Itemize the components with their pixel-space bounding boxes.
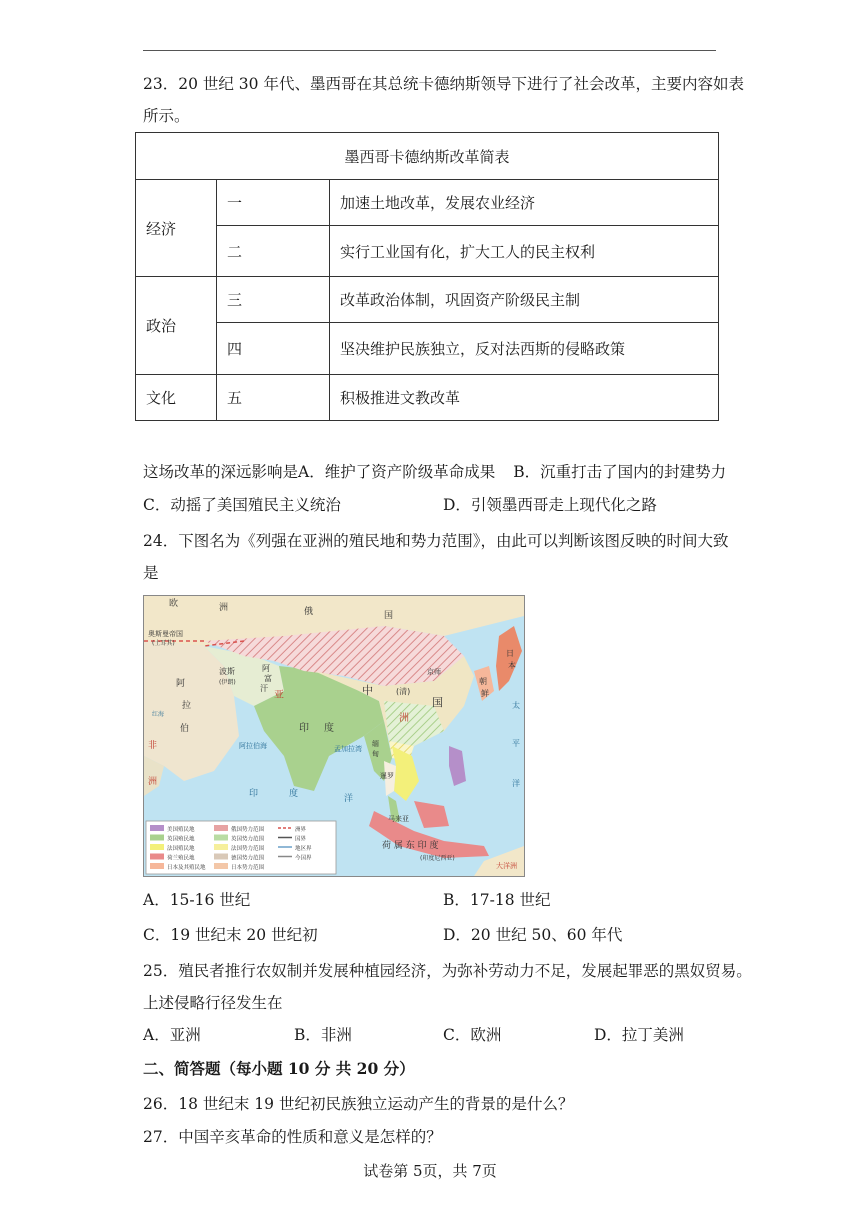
map-label-russia2: 国	[384, 611, 394, 621]
row-num: 三	[217, 277, 330, 323]
q23-text-line2: 所示。	[143, 107, 190, 125]
map-label-east-indies: 荷 属 东 印 度	[382, 841, 439, 851]
map-label-europe: 欧	[169, 599, 179, 609]
table-title: 墨西哥卡德纳斯改革简表	[136, 133, 719, 180]
legend-label: 洲界	[295, 827, 307, 833]
map-label-japan: 日	[506, 649, 514, 658]
map-label-pacific1: 太	[512, 701, 520, 710]
row-num: 五	[217, 375, 330, 421]
q25-option-d[interactable]: D．拉丁美洲	[594, 1026, 684, 1044]
map-label-arab2: 拉	[182, 701, 192, 711]
legend-label: 荷兰殖民地	[167, 855, 195, 862]
legend-swatch	[214, 844, 228, 850]
row-content: 实行工业国有化，扩大工人的民主权利	[330, 226, 719, 277]
map-label-russia: 俄	[304, 607, 314, 617]
legend-label: 法国殖民地	[167, 846, 195, 852]
q25-option-b[interactable]: B．非洲	[294, 1026, 352, 1044]
map-label-indian-ocean1: 印	[249, 789, 259, 799]
map-label-indian-ocean2: 度	[289, 789, 299, 799]
map-label-china: 中	[362, 684, 373, 697]
legend-swatch	[214, 854, 228, 860]
q24-option-c[interactable]: C．19 世纪末 20 世纪初	[143, 926, 318, 944]
map-label-red-sea: 红海	[152, 711, 165, 718]
map-label-oceania: 大洋洲	[496, 862, 517, 870]
legend-swatch	[150, 854, 164, 860]
legend-swatch	[150, 863, 164, 869]
q24-text-line1: 24．下图名为《列强在亚洲的殖民地和势力范围》，由此可以判断该图反映的时间大致	[143, 532, 729, 550]
map-label-persia2: (伊朗)	[219, 679, 236, 686]
category-politics: 政治	[136, 277, 217, 375]
legend-label: 地区界	[295, 846, 312, 852]
legend-swatch	[214, 825, 228, 831]
q25-option-a[interactable]: A．亚洲	[143, 1026, 201, 1044]
map-label-bengal: 孟加拉湾	[334, 745, 362, 753]
map-label-korea2: 鲜	[481, 689, 489, 698]
map-label-japan2: 本	[508, 661, 516, 670]
legend-label: 国界	[295, 836, 307, 843]
legend-label: 德国势力范围	[231, 855, 265, 862]
map-label-burma1: 缅	[372, 740, 379, 748]
q25-text-line1: 25．殖民者推行农奴制并发展种植园经济，为弥补劳动力不足，发展起罪恶的黑奴贸易。	[143, 962, 752, 980]
map-label-afghan3: 汗	[260, 684, 268, 693]
page-footer: 试卷第 5页，共 7页	[363, 1162, 497, 1180]
map-label-afghan1: 阿	[262, 664, 270, 673]
legend-label: 俄国势力范围	[231, 827, 265, 833]
q24-option-d[interactable]: D．20 世纪 50、60 年代	[443, 926, 623, 944]
map-label-arab3: 伯	[180, 724, 190, 734]
legend-swatch	[150, 835, 164, 841]
map-label-india2: 度	[324, 723, 334, 734]
q23-stem: 这场改革的深远影响是	[143, 463, 299, 481]
q26-text: 26．18 世纪末 19 世纪初民族独立运动产生的背景的是什么？	[143, 1095, 574, 1113]
q25-option-c[interactable]: C．欧洲	[443, 1026, 502, 1044]
map-label-afghan2: 富	[264, 674, 272, 683]
map-legend	[146, 821, 336, 874]
q23-option-d[interactable]: D．引领墨西哥走上现代化之路	[443, 496, 657, 514]
map-label-pacific2: 平	[512, 739, 520, 748]
category-culture: 文化	[136, 375, 217, 421]
row-num: 一	[217, 180, 330, 226]
row-content: 改革政治体制，巩固资产阶级民主制	[330, 277, 719, 323]
legend-label: 美国殖民地	[167, 827, 195, 833]
header-rule	[143, 50, 716, 51]
legend-label: 英国殖民地	[167, 836, 195, 843]
q24-option-a[interactable]: A．15-16 世纪	[143, 891, 251, 909]
q24-text-line2: 是	[143, 564, 159, 582]
legend-swatch	[214, 835, 228, 841]
map-label-pacific3: 洋	[512, 779, 520, 788]
legend-label: 英国势力范围	[231, 836, 265, 843]
map-label-ottoman: 奥斯曼帝国	[148, 630, 183, 638]
map-label-asia1: 亚	[274, 690, 284, 701]
legend-label: 法国势力范围	[231, 846, 265, 852]
q24-option-b[interactable]: B．17-18 世纪	[443, 891, 551, 909]
map-label-arabian-sea: 阿拉伯海	[239, 742, 267, 750]
q27-text: 27．中国辛亥革命的性质和意义是怎样的？	[143, 1128, 442, 1146]
legend-swatch	[214, 863, 228, 869]
legend-label: 日本及其殖民地	[167, 865, 206, 871]
row-content: 积极推进文教改革	[330, 375, 719, 421]
map-label-ottoman2: (土耳其)	[152, 640, 175, 647]
map-label-africa2: 洲	[148, 777, 158, 787]
map-label-china-qing: (清)	[396, 687, 411, 696]
map-label-china2: 国	[432, 696, 443, 709]
row-content: 坚决维护民族独立，反对法西斯的侵略政策	[330, 323, 719, 375]
legend-label: 日本势力范围	[231, 865, 265, 871]
map-label-persia: 波斯	[219, 667, 235, 676]
q23-option-b[interactable]: B．沉重打击了国内的封建势力	[513, 463, 727, 481]
map-label-east-indies2: (印度尼西亚)	[420, 855, 455, 862]
row-num: 二	[217, 226, 330, 277]
q25-text-line2: 上述侵略行径发生在	[143, 994, 283, 1012]
q23-option-c[interactable]: C．动摇了美国殖民主义统治	[143, 496, 341, 514]
map-label-malaya: 马来亚	[388, 815, 409, 823]
row-content: 加速土地改革，发展农业经济	[330, 180, 719, 226]
q23-text-line1: 23．20 世纪 30 年代、墨西哥在其总统卡德纳斯领导下进行了社会改革，主要内容如表	[143, 75, 744, 93]
map-label-europe2: 洲	[219, 603, 229, 613]
reform-table	[135, 132, 719, 421]
legend-swatch	[150, 844, 164, 850]
map-label-africa1: 非	[148, 741, 158, 751]
map-label-arab1: 阿	[176, 679, 186, 689]
map-label-india: 印	[299, 723, 309, 734]
legend-swatch	[150, 825, 164, 831]
map-label-korea: 朝	[479, 677, 487, 686]
map-label-asia2: 洲	[399, 713, 409, 724]
category-economy: 经济	[136, 180, 217, 277]
row-num: 四	[217, 323, 330, 375]
map-label-jingshi: 京师	[427, 668, 441, 676]
section-2-heading: 二、简答题（每小题 10 分 共 20 分）	[143, 1059, 415, 1078]
q23-stem-line	[143, 462, 726, 482]
map-label-siam: 暹罗	[380, 772, 394, 780]
map-label-indian-ocean3: 洋	[344, 794, 354, 804]
q23-option-a[interactable]: A．维护了资产阶级革命成果	[298, 463, 496, 481]
legend-label: 今国界	[295, 855, 312, 862]
map-label-burma2: 甸	[372, 750, 379, 758]
asia-colonial-map	[143, 595, 525, 877]
